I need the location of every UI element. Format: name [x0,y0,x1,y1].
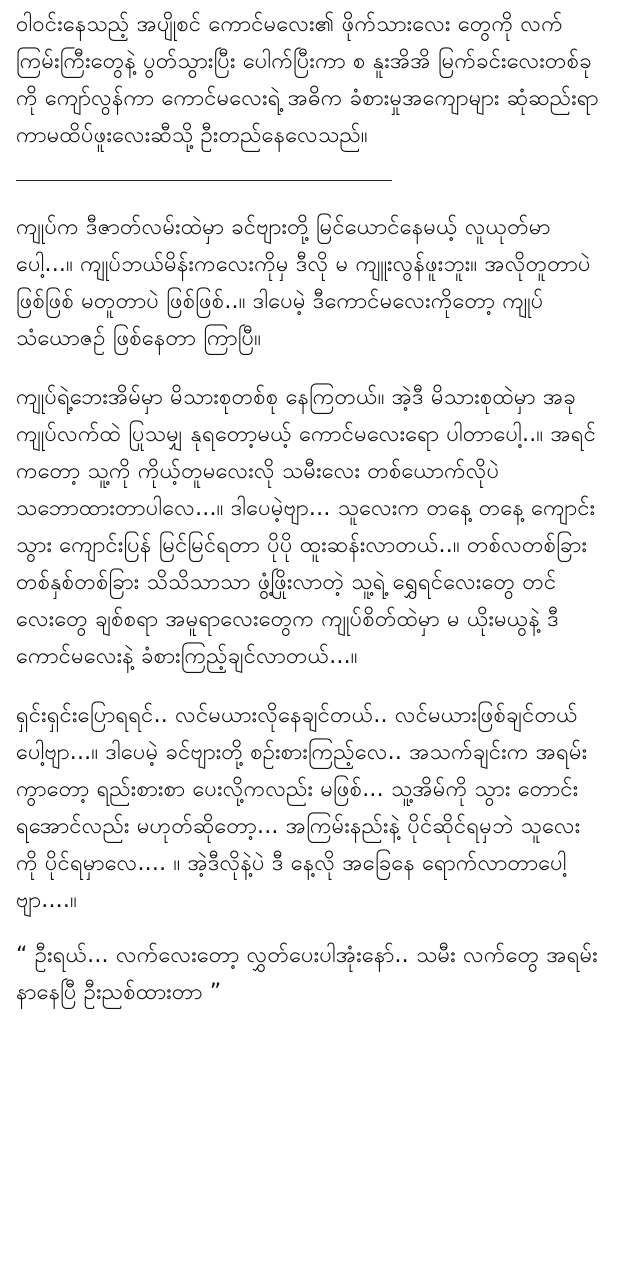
paragraph-narrator-confession: ကျုပ်က ဒီဇာတ်လမ်းထဲမှာ ခင်ဗျားတို့ မြင်ယောင်နေမယ့် လူယုတ်မာပေါ့...။ ကျုပ်ဘယ်မိန်းကလေးကိုမှ ဒီလို မ ကျူးလွန်ဖူးဘူး။ အလိုတူတာပဲဖြစ်ဖြစ် မတူတာပဲ ဖြစ်ဖြစ်..။ ဒါပေမဲ့ ဒီကောင်မလေးကိုတော့ ကျုပ် သံယောဇဉ် ဖြစ်နေတာ ကြာပြီ။ [16,215,591,351]
paragraph-dialogue-quote: “ ဦးရယ်... လက်လေးတော့ လွှတ်ပေးပါအုံးနော်.. သမီး လက်တွေ အရမ်းနာနေပြီ ဦးညစ်ထားတာ ” [16,943,598,1005]
paragraph-intro: ဝါဝင်းနေသည့် အပျိုစင် ကောင်မလေး၏ ဖိုက်သားလေး တွေကို လက်ကြမ်းကြီးတွေနဲ့ ပွတ်သွားပြီး ပေါက်ပြီးကာ စ နူးအိအိ မြက်ခင်းလေးတစ်ခုကို ကျော်လွန်ကာ ကောင်မလေးရဲ့ အဓိက ခံစားမှုအကျောများ ဆုံဆည်းရာ ကာမထိပ်ဖူးလေးဆီသို့ ဦးတည်နေလေသည်။ [16,12,599,148]
paragraph-desire: ရှင်းရှင်းပြောရရင်.. လင်မယားလိုနေချင်တယ်.. လင်မယားဖြစ်ချင်တယ်ပေါ့ဗျာ...။ ဒါပေမဲ့ ခင်ဗျားတို့ စဉ်းစားကြည့်လေ.. အသက်ချင်းက အရမ်းကွာတော့ ရည်းစားစာ ပေးလို့ကလည်း မဖြစ်... သူ့အိမ်ကို သွား တောင်းရအောင်လည်း မဟုတ်ဆိုတော့... အကြမ်းနည်းနဲ့ ပိုင်ဆိုင်ရမှဘဲ သူလေးကို ပိုင်ရမှာလေ.... ။ အဲ့ဒီလိုနဲ့ပဲ ဒီ နေ့လို အခြေနေ ရောက်လာတာပေါ့ဗျာ....။ [16,703,588,913]
paragraph-neighbor-family: ကျုပ်ရဲ့ဘေးအိမ်မှာ မိသားစုတစ်စု နေကြတယ်။ အဲ့ဒီ မိသားစုထဲမှာ အခု ကျုပ်လက်ထဲ ပြုသမျှ နုရတော့မယ့် ကောင်မလေးရော ပါတာပေါ့..။ အရင်ကတော့ သူ့ကို ကိုယ့်တူမလေးလို သမီးလေး တစ်ယောက်လိုပဲ သဘောထားတာပါလေ...။ ဒါပေမဲ့ဗျာ... သူလေးက တနေ့ တနေ့ ကျောင်းသွား ကျောင်းပြန် မြင်မြင်ရတာ ပိုပို ထူးဆန်းလာတယ်..။ တစ်လတစ်ခြား တစ်နှစ်တစ်ခြား သိသိသာသာ ဖွံ့ဖြိုးလာတဲ့ သူ့ရဲ့ ရွှေရင်လေးတွေ တင် လေးတွေ ချစ်စရာ အမူရာလေးတွေက ကျုပ်စိတ်ထဲမှာ မ ယိုးမယွနဲ့ ဒီကောင်မလေးနဲ့ ခံစားကြည့်ချင်လာတယ်...။ [16,385,597,669]
section-divider [16,180,392,181]
